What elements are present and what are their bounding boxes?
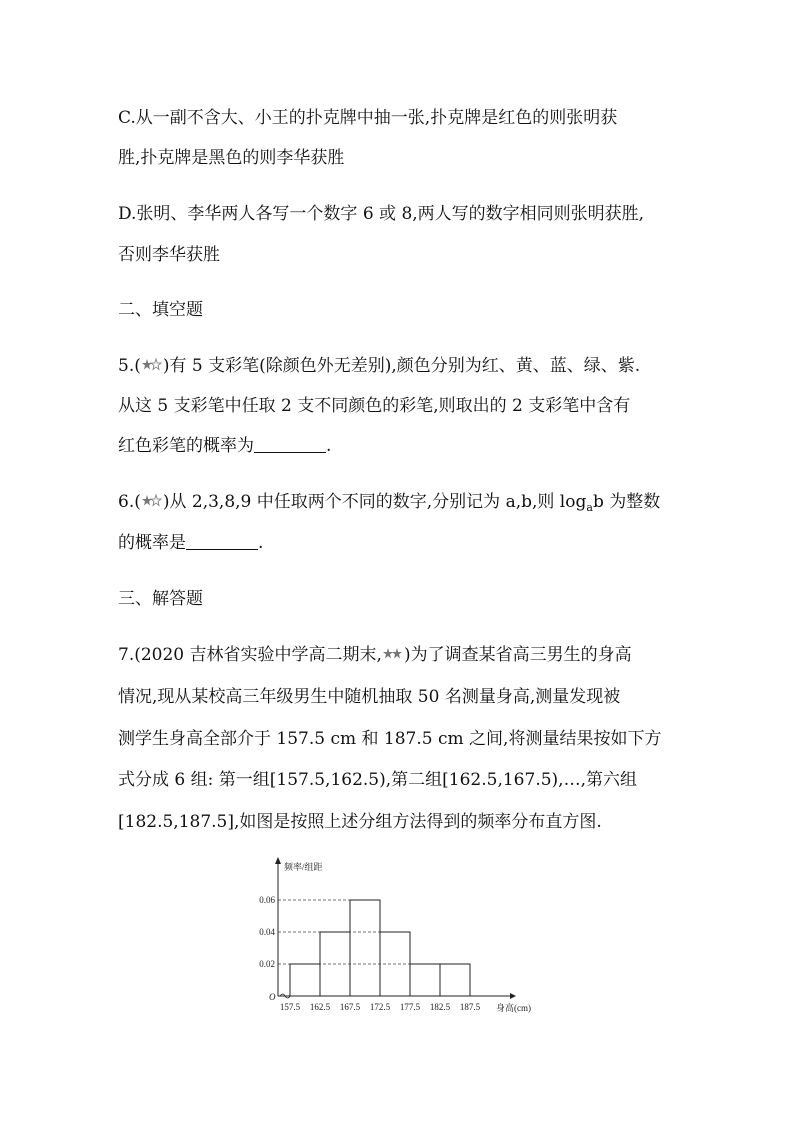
q6-line-1-end: b 为整数	[592, 492, 661, 512]
q5-line-3-text: 红色彩笔的概率为	[118, 436, 254, 456]
y-axis-label: 频率/组距	[284, 862, 323, 872]
y-tick-labels	[259, 895, 275, 969]
histogram-bar	[290, 964, 320, 996]
y-tick-label: 0.04	[259, 927, 275, 937]
q6-line-2-text: 的概率是	[118, 533, 186, 553]
x-tick-label: 172.5	[369, 1002, 391, 1012]
histogram-bar	[440, 964, 470, 996]
option-c-line-1: C.从一副不含大、小王的扑克牌中抽一张,扑克牌是红色的则张明获	[118, 108, 618, 128]
q7-line-1	[118, 647, 632, 664]
difficulty-star-icon	[142, 494, 162, 508]
q7-line-2: 情况,现从某校高三年级男生中随机抽取 50 名测量身高,测量发现被	[118, 687, 621, 707]
section-title-answer: 三、解答题	[118, 589, 203, 609]
difficulty-star-icon	[383, 647, 403, 661]
q6-line-2-end: .	[258, 533, 264, 553]
option-d-line-1: D.张明、李华两人各写一个数字 6 或 8,两人写的数字相同则张明获胜,	[118, 204, 645, 224]
x-tick-label: 167.5	[339, 1002, 361, 1012]
histogram-bar	[410, 964, 440, 996]
x-axis-arrow-icon	[510, 993, 516, 999]
q7-line-5: [182.5,187.5],如图是按照上述分组方法得到的频率分布直方图.	[118, 812, 602, 832]
q7-line-3: 测学生身高全部介于 157.5 cm 和 187.5 cm 之间,将测量结果按如下方	[118, 729, 662, 749]
section-title-fill-in: 二、填空题	[118, 300, 203, 320]
x-tick-label: 182.5	[429, 1002, 451, 1012]
option-d-line-2: 否则李华获胜	[118, 245, 220, 265]
chart-guides	[278, 900, 470, 964]
option-c-line-2: 胜,扑克牌是黑色的则李华获胜	[118, 148, 345, 168]
x-tick-label: 177.5	[399, 1002, 421, 1012]
histogram-bar	[350, 900, 380, 996]
q7-prefix: 7.(2020 吉林省实验中学高二期末,	[118, 645, 382, 665]
q5-line-3	[118, 438, 331, 455]
x-tick-labels	[280, 1002, 481, 1012]
chart-bars	[290, 900, 470, 996]
q6-prefix: 6.(	[118, 492, 141, 512]
answer-blank	[254, 452, 326, 453]
q5-line-1-text: )有 5 支彩笔(除颜色外无差别),颜色分别为红、黄、蓝、绿、紫.	[162, 356, 641, 376]
q6-line-1-text: )从 2,3,8,9 中任取两个不同的数字,分别记为 a,b,则 log	[162, 492, 587, 512]
x-tick-label: 157.5	[279, 1002, 301, 1012]
q5-line-2: 从这 5 支彩笔中任取 2 支不同颜色的彩笔,则取出的 2 支彩笔中含有	[118, 396, 631, 416]
y-axis-arrow-icon	[275, 857, 281, 864]
q7-line-1-text: )为了调查某省高三男生的身高	[403, 645, 632, 665]
y-tick-label: 0.06	[259, 895, 275, 905]
log-base-subscript: a	[586, 501, 593, 514]
q7-line-4: 式分成 6 组: 第一组[157.5,162.5),第二组[162.5,167.5),…,第六组	[118, 770, 637, 790]
x-tick-label: 162.5	[309, 1002, 331, 1012]
frequency-histogram	[258, 852, 548, 1022]
q5-line-3-end: .	[326, 436, 332, 456]
origin-label: O	[269, 992, 276, 1002]
q6-line-1	[118, 494, 660, 513]
answer-blank	[186, 549, 258, 550]
y-tick-label: 0.02	[259, 959, 275, 969]
q6-line-2	[118, 535, 263, 552]
x-axis-label: 身高(cm)	[496, 1003, 531, 1013]
q5-line-1	[118, 358, 640, 375]
difficulty-star-icon	[142, 358, 162, 372]
x-tick-label: 187.5	[459, 1002, 481, 1012]
q5-prefix: 5.(	[118, 356, 141, 376]
